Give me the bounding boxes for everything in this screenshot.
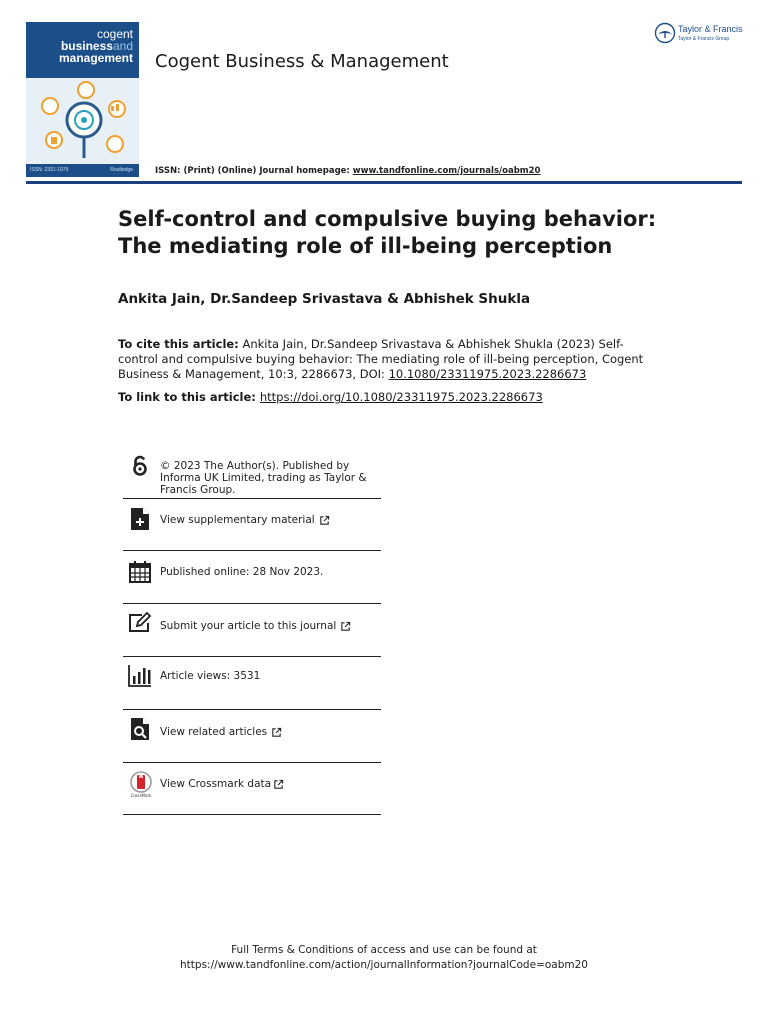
cover-illustration xyxy=(26,78,139,164)
open-access-text: © 2023 The Author(s). Published by Informa UK Limited, trading as Taylor & Francis Group. xyxy=(160,460,367,496)
cover-publisher: Routledge xyxy=(110,167,133,173)
supplementary-link[interactable]: View supplementary material xyxy=(160,514,330,526)
external-link-icon xyxy=(273,779,284,790)
calendar-icon xyxy=(128,560,152,584)
publisher-name: Taylor & Francis xyxy=(678,24,743,34)
crossmark-row[interactable] xyxy=(123,763,381,816)
article-views: Article views: 3531 xyxy=(160,670,261,682)
bar-chart-icon xyxy=(128,664,152,688)
cover-brand-line1: cogent xyxy=(96,27,133,41)
journal-title: Cogent Business & Management xyxy=(155,51,449,72)
submit-article-link[interactable]: Submit your article to this journal xyxy=(160,620,351,632)
external-link-icon xyxy=(271,727,282,738)
published-date: Published online: 28 Nov 2023. xyxy=(160,566,324,578)
citation-label: To cite this article: xyxy=(118,337,239,351)
crossmark-small-label: CrossMark xyxy=(130,793,152,798)
article-authors: Ankita Jain, Dr.Sandeep Srivastava & Abhishek Shukla xyxy=(118,291,531,307)
article-link-label: To link to this article: xyxy=(118,390,260,404)
terms-url[interactable]: https://www.tandfonline.com/action/journalInformation?journalCode=oabm20 xyxy=(180,959,588,971)
article-title: Self-control and compulsive buying behavior: The mediating role of ill-being perception xyxy=(118,207,657,258)
terms-footer xyxy=(0,943,768,973)
open-access-row xyxy=(123,450,381,500)
published-row xyxy=(123,551,381,604)
issn-line xyxy=(155,166,540,176)
crossmark-icon xyxy=(128,771,154,799)
external-link-icon xyxy=(319,515,330,526)
cover-issn: ISSN: 2331-1975 xyxy=(30,167,69,173)
open-access-icon xyxy=(128,454,152,478)
citation-text: Ankita Jain, Dr.Sandeep Srivastava & Abhishek Shukla (2023) Self-control and compulsive buying behavior: The mediating role of ill-being perception, Cogent Business & Management, 10:3, 2286673, DOI: xyxy=(118,337,644,381)
supplementary-row[interactable] xyxy=(123,499,381,552)
citation-block xyxy=(118,337,663,382)
journal-homepage-link[interactable]: www.tandfonline.com/journals/oabm20 xyxy=(352,166,541,176)
article-link-block xyxy=(118,390,543,404)
related-row[interactable] xyxy=(123,710,381,763)
publisher-subtitle: Taylor & Francis Group xyxy=(678,36,730,42)
taylor-francis-logo-icon xyxy=(654,22,676,44)
row-divider xyxy=(123,814,381,815)
external-link-icon xyxy=(340,621,351,632)
search-document-icon xyxy=(128,717,152,741)
header-divider xyxy=(26,181,742,184)
article-doi-url[interactable]: https://doi.org/10.1080/23311975.2023.2286673 xyxy=(259,390,543,404)
cover-brand xyxy=(59,28,133,64)
related-articles-link[interactable]: View related articles xyxy=(160,726,282,738)
cover-brand-line3: management xyxy=(58,51,133,65)
crossmark-link[interactable]: View Crossmark data xyxy=(160,778,284,790)
supplementary-file-icon xyxy=(128,507,152,531)
journal-cover xyxy=(26,22,139,177)
cover-footer xyxy=(26,164,139,177)
edit-icon xyxy=(128,611,152,635)
issn-text: ISSN: (Print) (Online) Journal homepage: xyxy=(155,166,353,176)
citation-doi-link[interactable]: 10.1080/23311975.2023.2286673 xyxy=(388,367,587,381)
views-row xyxy=(123,657,381,710)
terms-line-1: Full Terms & Conditions of access and use can be found at xyxy=(231,944,537,956)
cover-brand-line2: businessand xyxy=(60,39,133,53)
submit-row[interactable] xyxy=(123,604,381,657)
